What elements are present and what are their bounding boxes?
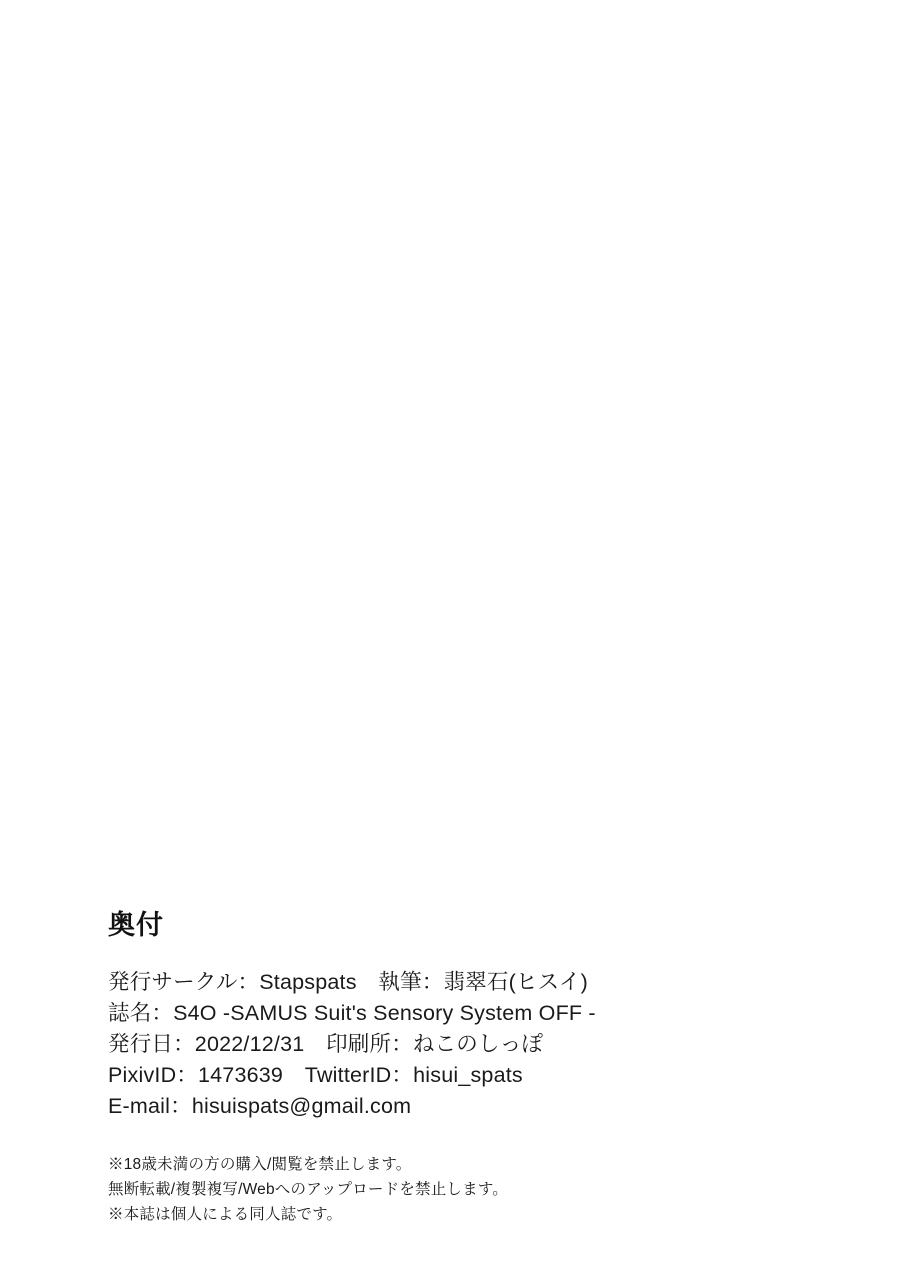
colophon-section bbox=[108, 912, 808, 1227]
notice-age-restriction: ※18歳未満の方の購入/閲覧を禁止します。 bbox=[108, 1156, 412, 1173]
notice-reproduction-ban: 無断転載/複製複写/Webへのアップロードを禁止します。 bbox=[108, 1181, 508, 1198]
info-line-date-printer: 発行日：2022/12/31 印刷所：ねこのしっぽ bbox=[108, 1032, 544, 1056]
publication-info-block bbox=[108, 967, 808, 1122]
info-line-social-ids: PixivID：1473639 TwitterID：hisui_spats bbox=[108, 1063, 523, 1087]
notices-block bbox=[108, 1152, 808, 1227]
page-title: 奥付 bbox=[108, 910, 164, 940]
notice-doujinshi: ※本誌は個人による同人誌です。 bbox=[108, 1206, 343, 1223]
info-line-title: 誌名：S4O -SAMUS Suit's Sensory System OFF - bbox=[108, 1001, 596, 1025]
info-line-circle-author: 発行サークル：Stapspats 執筆：翡翠石(ヒスイ) bbox=[108, 970, 588, 994]
info-line-email: E-mail：hisuispats@gmail.com bbox=[108, 1094, 412, 1118]
